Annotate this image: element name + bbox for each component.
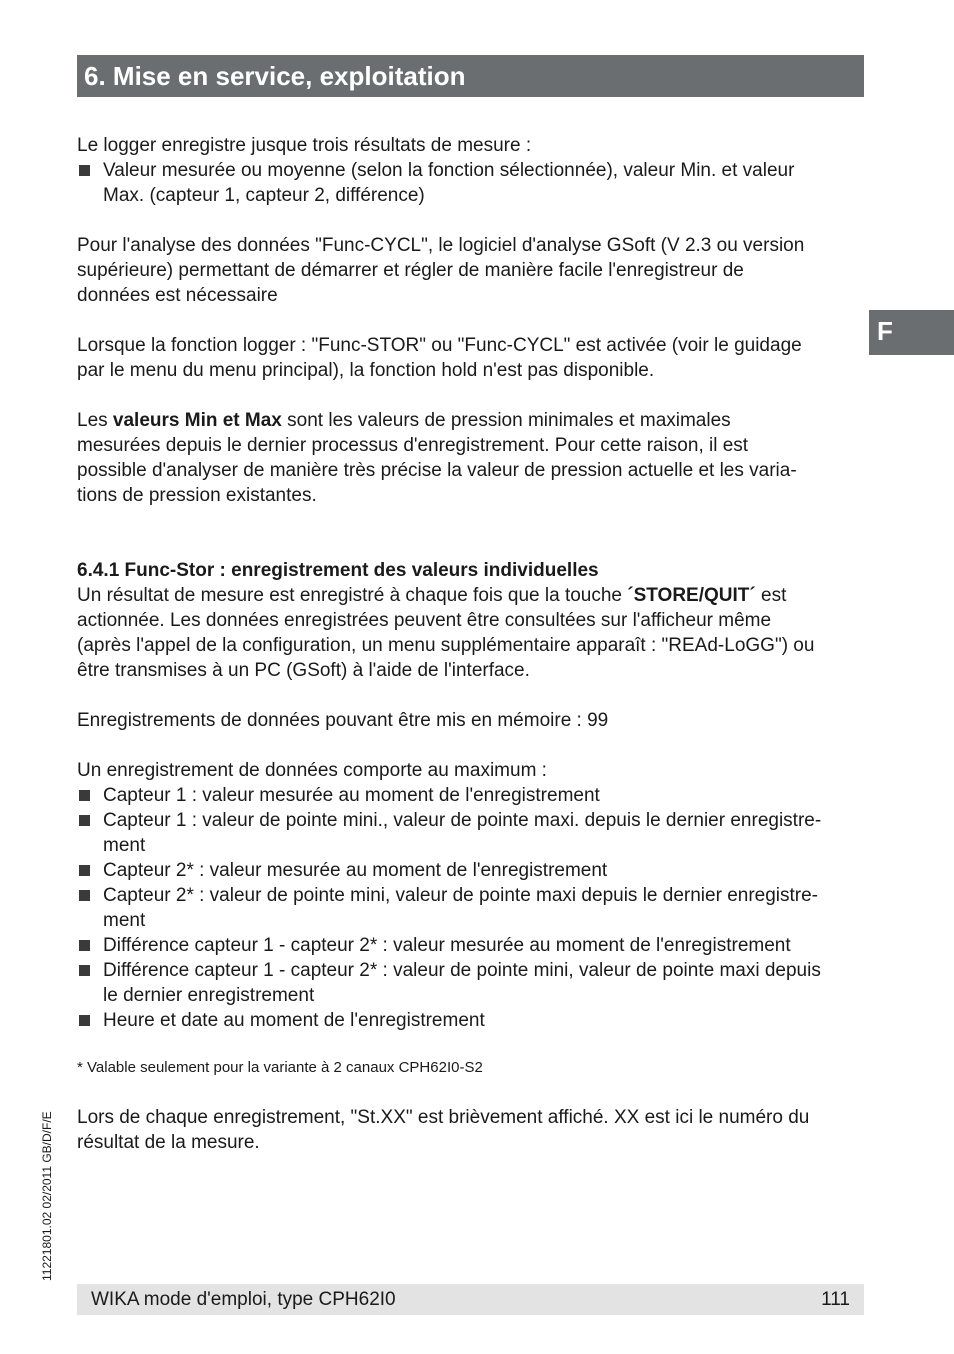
- paragraph-func-stor: Un résultat de mesure est enregistré à chaque fois que la touche ´STORE/QUIT´ est actionnée. Les données enregistrées peuvent être consultées sur l'afficheur même (après l'appel de la configuration, un menu supplémentaire apparaît : "REAd-LoGG") ou être transmises à un PC (GSoft) à l'aide de l'interface.: [77, 585, 815, 681]
- section-heading: 6.4.1 Func-Stor : enregistrement des valeurs individuelles: [77, 560, 599, 581]
- bullet-square-icon: [79, 790, 90, 801]
- list-item: [77, 883, 867, 933]
- intro-text: Le logger enregistre jusque trois résultats de mesure :: [77, 135, 532, 156]
- paragraph-hold: Lorsque la fonction logger : "Func-STOR" ou "Func-CYCL" est activée (voir le guidage par le menu du menu principal), la fonction hold n'est pas disponible.: [77, 335, 802, 381]
- list-item: [77, 783, 867, 808]
- list-item-text: Heure et date au moment de l'enregistrement: [103, 1010, 485, 1031]
- document-code: 11221801.02 02/2011 GB/D/F/E: [40, 1111, 54, 1281]
- language-tab-label: F: [877, 316, 893, 346]
- bullet-square-icon: [79, 1015, 90, 1026]
- paragraph-gsoft: Pour l'analyse des données "Func-CYCL", le logiciel d'analyse GSoft (V 2.3 ou version supérieure) permettant de démarrer et régler de manière facile l'enregistreur de données est nécessaire: [77, 235, 805, 306]
- list-item-text: Capteur 1 : valeur de pointe mini., valeur de pointe maxi. depuis le dernier enregistre- ment: [103, 810, 822, 856]
- bullet-square-icon: [79, 865, 90, 876]
- capacity-text: Enregistrements de données pouvant être mis en mémoire : 99: [77, 710, 609, 731]
- footer-bar: [77, 1284, 864, 1315]
- list-item: [77, 1008, 867, 1033]
- bold-term: valeurs Min et Max: [112, 410, 282, 431]
- list-item-text: Capteur 2* : valeur de pointe mini, valeur de pointe maxi depuis le dernier enregistre- ment: [103, 885, 819, 931]
- bullet-square-icon: [79, 890, 90, 901]
- list-item-text: Différence capteur 1 - capteur 2* : valeur mesurée au moment de l'enregistrement: [103, 935, 791, 956]
- footnote: * Valable seulement pour la variante à 2 canaux CPH62I0-S2: [77, 1059, 483, 1076]
- bullet-square-icon: [79, 815, 90, 826]
- list-item: [77, 933, 867, 958]
- page-number: 111: [821, 1289, 850, 1310]
- bullet-square-icon: [79, 940, 90, 951]
- list-item: [77, 158, 867, 208]
- footer-title: WIKA mode d'emploi, type CPH62I0: [91, 1289, 396, 1310]
- list-item-text: Différence capteur 1 - capteur 2* : valeur de pointe mini, valeur de pointe maxi depuis le dernier enregistrement: [103, 960, 821, 1006]
- paragraph-final: Lors de chaque enregistrement, "St.XX" est brièvement affiché. XX est ici le numéro du résultat de la mesure.: [77, 1107, 810, 1153]
- paragraph-minmax: Les valeurs Min et Max sont les valeurs de pression minimales et maximales mesurées depuis le dernier processus d'enregistrement. Pour cette raison, il est possible d'analyser de manière très précise la valeur de pression actuelle et les varia- tions de pression existantes.: [77, 410, 797, 506]
- record-intro: Un enregistrement de données comporte au maximum :: [77, 760, 547, 781]
- list-item: [77, 858, 867, 883]
- list-item: [77, 808, 867, 858]
- bullet-square-icon: [79, 165, 90, 176]
- list-item: [77, 958, 867, 1008]
- list-item-text: Valeur mesurée ou moyenne (selon la fonction sélectionnée), valeur Min. et valeur Max. (capteur 1, capteur 2, différence): [103, 160, 795, 206]
- language-tab: [869, 310, 954, 355]
- list-item-text: Capteur 1 : valeur mesurée au moment de l'enregistrement: [103, 785, 600, 806]
- section-header-bar: [77, 55, 864, 97]
- bullet-square-icon: [79, 965, 90, 976]
- key-name: ´STORE/QUIT´: [627, 585, 756, 606]
- list-item-text: Capteur 2* : valeur mesurée au moment de l'enregistrement: [103, 860, 608, 881]
- page-title: 6. Mise en service, exploitation: [84, 61, 466, 91]
